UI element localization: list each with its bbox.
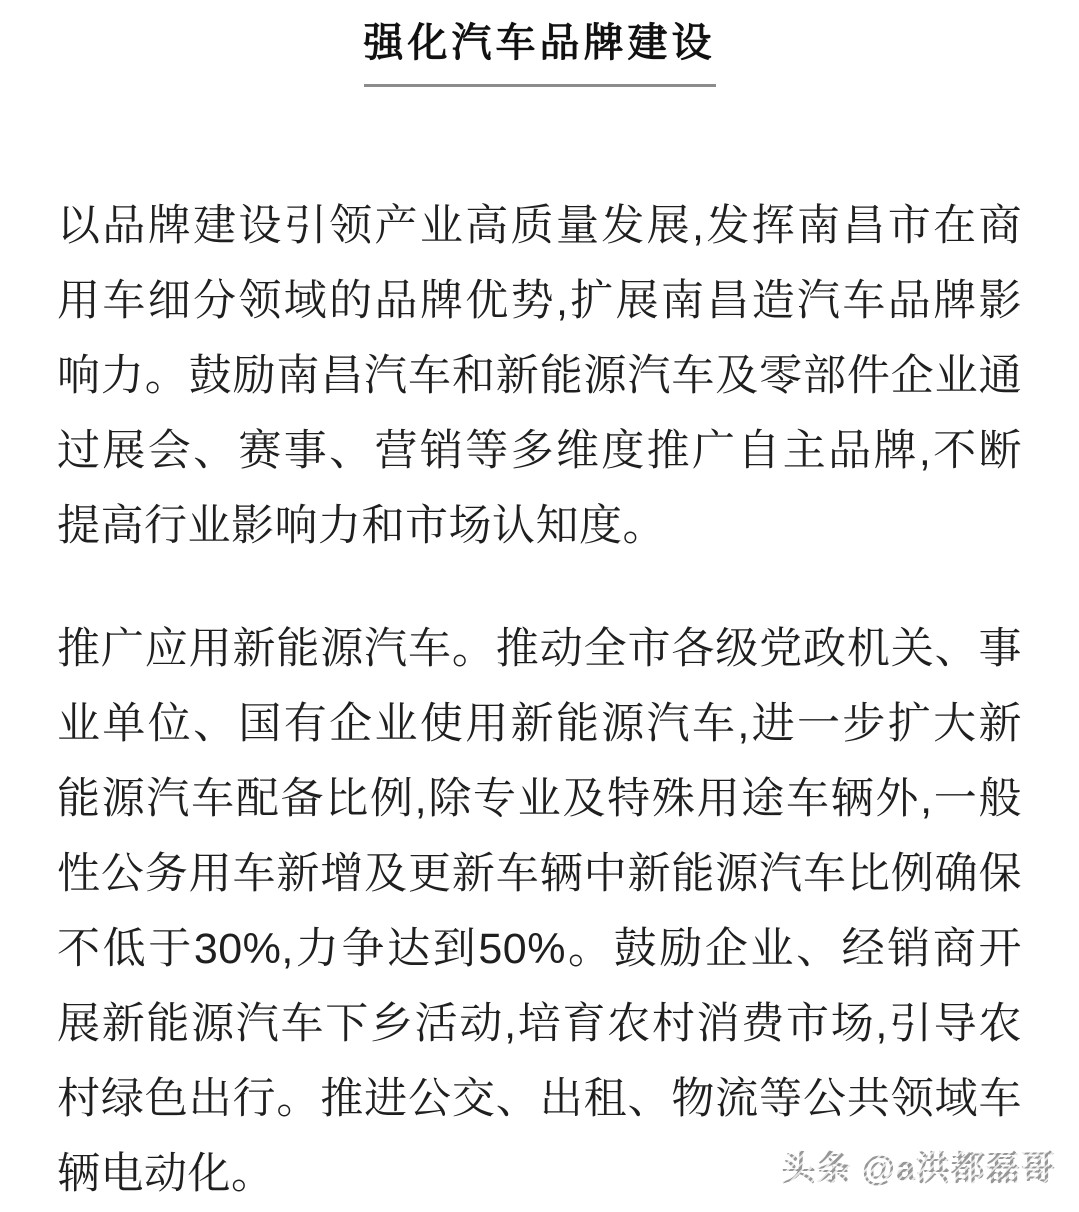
title-divider xyxy=(364,84,716,87)
article-page xyxy=(0,18,1079,1212)
watermark-credit: 头条 @a洪都磊哥 xyxy=(781,1150,1056,1188)
body-paragraph: 以品牌建设引领产业高质量发展,发挥南昌市在商用车细分领域的品牌优势,扩展南昌造汽车品牌影响力。鼓励南昌汽车和新能源汽车及零部件企业通过展会、赛事、营销等多维度推广自主品牌,不断提高行业影响力和市场认知度。 xyxy=(57,202,1022,550)
article-body xyxy=(57,189,1022,1212)
body-paragraph: 推广应用新能源汽车。推动全市各级党政机关、事业单位、国有企业使用新能源汽车,进一步扩大新能源汽车配备比例,除专业及特殊用途车辆外,一般性公务用车新增及更新车辆中新能源汽车比例确保不低于30%,力争达到50%。鼓励企业、经销商开展新能源汽车下乡活动,培育农村消费市场,引导农村绿色出行。推进公交、出租、物流等公共领域车辆电动化。 xyxy=(57,625,1022,1198)
page-title: 强化汽车品牌建设 xyxy=(363,21,716,65)
article-header xyxy=(57,18,1022,87)
